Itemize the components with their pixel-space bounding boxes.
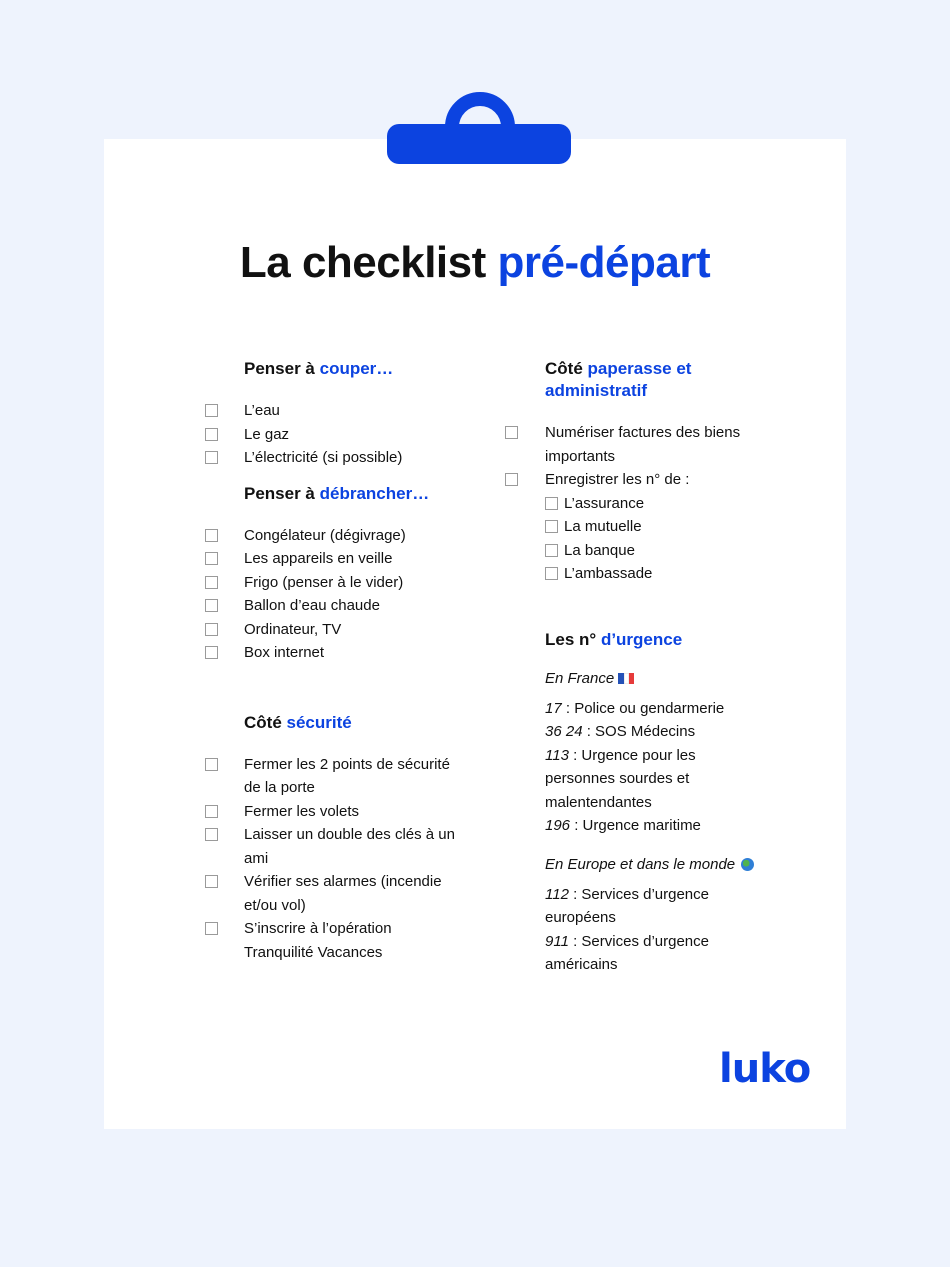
- item-label: La mutuelle: [564, 518, 642, 535]
- checkbox[interactable]: [545, 497, 558, 510]
- section-title-prefix: Côté: [545, 359, 588, 378]
- checklist-item[interactable]: [205, 594, 485, 618]
- section-title-accent: sécurité: [286, 712, 352, 732]
- checklist-subitem[interactable]: [545, 515, 775, 539]
- list-debrancher: [205, 524, 485, 665]
- emergency-number-line: [545, 814, 735, 838]
- checklist-item[interactable]: [205, 571, 485, 595]
- item-label: Le gaz: [244, 425, 290, 443]
- checkbox[interactable]: [205, 451, 218, 464]
- left-column: [205, 358, 485, 964]
- checkbox[interactable]: [205, 828, 218, 841]
- checkbox[interactable]: [205, 599, 218, 612]
- clipboard-clip: [387, 124, 571, 164]
- section-title-couper: [244, 358, 485, 380]
- item-label: Box internet: [244, 644, 325, 661]
- sublist-numeros: [545, 492, 775, 586]
- section-title-debrancher: [244, 483, 485, 505]
- section-title-accent: d’urgence: [600, 629, 683, 649]
- section-title-paperasse: [545, 358, 715, 402]
- checklist-item[interactable]: [205, 423, 485, 447]
- emergency-number: 113: [545, 746, 569, 764]
- item-label: L’eau: [244, 402, 280, 419]
- emergency-label: : Police ou gendarmerie: [561, 699, 725, 717]
- checklist-item[interactable]: [205, 547, 485, 571]
- item-label: S’inscrire à l’opération Tranquilité Vacances: [244, 920, 392, 961]
- emergency-label: : Urgence pour les personnes sourdes et malentendantes: [545, 746, 696, 811]
- checklist-subitem[interactable]: [545, 539, 775, 563]
- emergency-label: : Services d’urgence européens: [545, 885, 709, 926]
- page-title: [0, 238, 950, 288]
- item-label: L’électricité (si possible): [244, 449, 403, 466]
- urgence-monde-heading: [545, 854, 775, 876]
- checkbox[interactable]: [205, 623, 218, 636]
- section-title-urgence: [545, 629, 795, 651]
- checklist-item[interactable]: [205, 800, 460, 824]
- emergency-number: 196: [545, 817, 571, 834]
- item-label: Vérifier ses alarmes (incendie et/ou vol): [244, 873, 442, 914]
- checklist-item[interactable]: [205, 641, 485, 665]
- checklist-item[interactable]: [205, 870, 460, 917]
- item-label: Fermer les 2 points de sécurité de la porte: [244, 755, 450, 796]
- section-title-accent: couper…: [319, 359, 394, 378]
- emergency-number: 911: [545, 932, 569, 950]
- item-label: L’assurance: [564, 494, 645, 512]
- emergency-number-line: [545, 930, 735, 977]
- checklist-item[interactable]: [205, 917, 460, 964]
- subhead-label: En Europe et dans le monde: [545, 855, 736, 873]
- emergency-number: 112: [545, 885, 569, 903]
- checklist-item[interactable]: [205, 753, 460, 800]
- checklist-subitem[interactable]: [545, 562, 775, 586]
- checkbox[interactable]: [205, 404, 218, 417]
- item-label: Numériser factures des biens importants: [545, 424, 741, 465]
- checklist-item[interactable]: [205, 823, 460, 870]
- emergency-number-line: [545, 744, 735, 815]
- checklist-item[interactable]: [505, 468, 775, 586]
- checkbox[interactable]: [545, 544, 558, 557]
- list-couper: [205, 399, 485, 470]
- emergency-number-line: [545, 697, 735, 721]
- checkbox[interactable]: [205, 646, 218, 659]
- item-label: Ballon d’eau chaude: [244, 597, 380, 614]
- emergency-number: 17: [545, 699, 562, 717]
- section-title-accent: débrancher…: [319, 483, 430, 503]
- checkbox[interactable]: [205, 529, 218, 542]
- checkbox[interactable]: [205, 805, 218, 818]
- checkbox[interactable]: [505, 426, 518, 439]
- checklist-item[interactable]: [205, 618, 485, 642]
- title-main: La checklist: [239, 238, 498, 287]
- section-title-prefix: Penser à: [244, 359, 320, 378]
- right-column: [505, 358, 795, 977]
- checkbox[interactable]: [545, 567, 558, 580]
- checklist-item[interactable]: [205, 399, 485, 423]
- item-label: Les appareils en veille: [244, 550, 393, 567]
- checkbox[interactable]: [205, 552, 218, 565]
- checkbox[interactable]: [545, 520, 558, 533]
- item-label: Ordinateur, TV: [244, 620, 342, 638]
- subhead-label: En France: [545, 669, 615, 687]
- globe-icon: [741, 858, 754, 871]
- urgence-monde-block: [545, 854, 775, 977]
- checkbox[interactable]: [205, 758, 218, 771]
- luko-logo: luko: [719, 1046, 811, 1092]
- french-flag-icon: [618, 673, 634, 684]
- checklist-item[interactable]: [505, 421, 775, 468]
- urgence-france-block: [545, 668, 735, 838]
- emergency-number: 36 24: [545, 723, 583, 740]
- item-label: Frigo (penser à le vider): [244, 573, 404, 591]
- list-paperasse: [505, 421, 775, 586]
- section-title-prefix: Les n°: [545, 629, 601, 649]
- item-label: Congélateur (dégivrage): [244, 526, 406, 544]
- checkbox[interactable]: [205, 576, 218, 589]
- emergency-number-line: [545, 883, 735, 930]
- section-title-prefix: Penser à: [244, 483, 320, 503]
- urgence-france-heading: [545, 668, 735, 690]
- emergency-label: : SOS Médecins: [582, 723, 696, 740]
- item-label: Fermer les volets: [244, 802, 360, 820]
- item-label: La banque: [564, 541, 635, 559]
- item-label: Laisser un double des clés à un ami: [244, 826, 455, 867]
- section-title-prefix: Côté: [244, 712, 287, 732]
- checkbox[interactable]: [505, 473, 518, 486]
- checklist-item[interactable]: [205, 524, 485, 548]
- checkbox[interactable]: [205, 428, 218, 441]
- section-title-accent: paperasse et administratif: [545, 359, 692, 400]
- emergency-label: : Urgence maritime: [570, 817, 701, 834]
- checklist-item[interactable]: [205, 446, 485, 470]
- item-label: L’ambassade: [564, 565, 653, 582]
- checkbox[interactable]: [205, 922, 218, 935]
- checkbox[interactable]: [205, 875, 218, 888]
- emergency-number-line: [545, 720, 735, 744]
- section-title-securite: [244, 712, 485, 734]
- item-label: Enregistrer les n° de :: [545, 471, 690, 488]
- emergency-label: : Services d’urgence américains: [545, 932, 709, 973]
- checklist-subitem[interactable]: [545, 492, 775, 516]
- list-securite: [205, 753, 460, 965]
- title-accent: pré-départ: [497, 238, 711, 287]
